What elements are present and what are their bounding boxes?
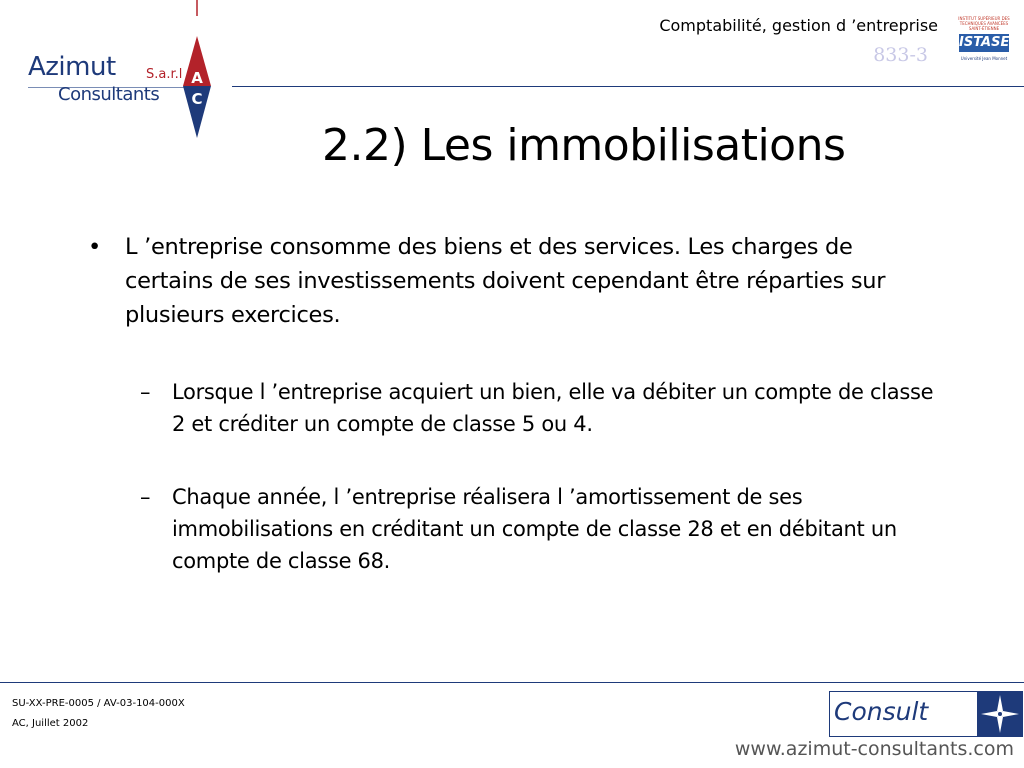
- sub-bullet-text: Chaque année, l ’entreprise réalisera l ’amortissement de ses immobilisations en créditant un compte de classe 28 et en débitant un compte de classe 68.: [172, 485, 897, 573]
- sub-bullet-marker: –: [140, 485, 151, 509]
- sub-bullet-item: [140, 376, 940, 440]
- istase-university-text: Université Jean Monnet: [960, 56, 1008, 61]
- slide-title: 2.2) Les immobilisations: [322, 120, 846, 171]
- slide-code: 833-3: [873, 44, 928, 66]
- sub-bullet-text: Lorsque l ’entreprise acquiert un bien, elle va débiter un compte de classe 2 et créditer un compte de classe 5 ou 4.: [172, 380, 934, 436]
- logo-azimut-text: Azimut: [28, 52, 116, 82]
- consult-label: Consult: [834, 697, 929, 726]
- istase-logo: [956, 16, 1012, 66]
- logo-letter-c: C: [191, 90, 203, 108]
- website-link[interactable]: www.azimut-consultants.com: [734, 738, 1014, 760]
- logo-sarl-text: S.a.r.l: [146, 67, 183, 82]
- sub-bullet-marker: –: [140, 380, 151, 404]
- footer-divider: [0, 682, 1024, 683]
- istase-institute-text: INSTITUT SUPÉRIEUR DES TECHNIQUES AVANCÉES SAINT-ÉTIENNE: [958, 16, 1010, 31]
- logo-letter-a: A: [191, 69, 203, 87]
- document-reference: SU-XX-PRE-0005 / AV-03-104-000X: [12, 698, 185, 709]
- bullet-marker: •: [88, 234, 102, 260]
- bullet-item: [88, 230, 938, 332]
- bullet-text: L ’entreprise consomme des biens et des services. Les charges de certains de ses investissements doivent cependant être réparties sur plusieurs exercices.: [125, 234, 886, 328]
- sub-bullet-item: [140, 481, 940, 577]
- header-divider: [232, 86, 1024, 87]
- course-subject: Comptabilité, gestion d ’entreprise: [659, 16, 938, 35]
- compass-rose-icon: [978, 692, 1022, 736]
- document-date: AC, Juillet 2002: [12, 718, 89, 729]
- istase-name: ISTASE: [959, 35, 1010, 50]
- compass-needle-logo: [183, 0, 217, 140]
- logo-consultants-text: Consultants: [58, 84, 160, 105]
